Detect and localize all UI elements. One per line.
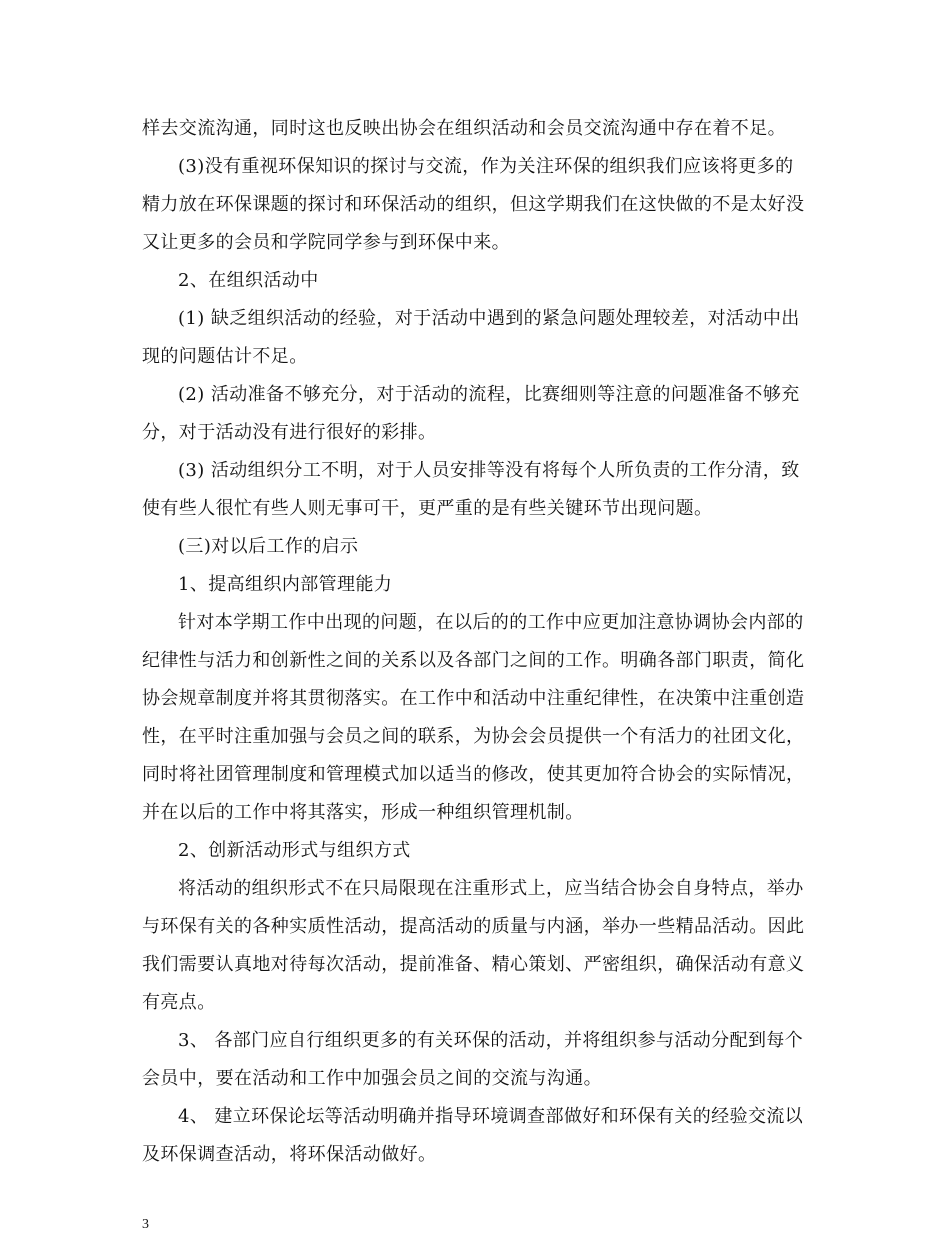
text-line: 我们需要认真地对待每次活动，提前准备、精心策划、严密组织，确保活动有意义 — [142, 954, 805, 975]
text-line: 纪律性与活力和创新性之间的关系以及各部门之间的工作。明确各部门职责，简化 — [142, 650, 805, 671]
text-line: 2、在组织活动中 — [178, 270, 319, 291]
text-line: 1、提高组织内部管理能力 — [178, 574, 393, 595]
text-line: 有亮点。 — [142, 992, 216, 1013]
text-line: 协会规章制度并将其贯彻落实。在工作中和活动中注重纪律性，在决策中注重创造 — [142, 688, 805, 709]
text-line: 与环保有关的各种实质性活动，提高活动的质量与内涵，举办一些精品活动。因此 — [142, 916, 805, 937]
text-line: 并在以后的工作中将其落实，形成一种组织管理机制。 — [142, 802, 584, 823]
text-line: 使有些人很忙有些人则无事可干，更严重的是有些关键环节出现问题。 — [142, 498, 713, 519]
text-line: (1) 缺乏组织活动的经验，对于活动中遇到的紧急问题处理较差，对活动中出 — [178, 308, 800, 329]
text-line: (2) 活动准备不够充分，对于活动的流程，比赛细则等注意的问题准备不够充 — [178, 384, 800, 405]
text-line: (三)对以后工作的启示 — [178, 536, 359, 557]
text-line: 3、 各部门应自行组织更多的有关环保的活动，并将组织参与活动分配到每个 — [178, 1030, 804, 1051]
text-line: 样去交流沟通，同时这也反映出协会在组织活动和会员交流沟通中存在着不足。 — [142, 118, 786, 139]
text-line: 精力放在环保课题的探讨和环保活动的组织，但这学期我们在这快做的不是太好没 — [142, 194, 805, 215]
text-line: 现的问题估计不足。 — [142, 346, 308, 367]
text-line: 性，在平时注重加强与会员之间的联系，为协会会员提供一个有活力的社团文化， — [142, 726, 805, 747]
text-line: 及环保调查活动，将环保活动做好。 — [142, 1144, 437, 1165]
text-line: 针对本学期工作中出现的问题，在以后的的工作中应更加注意协调协会内部的 — [178, 612, 804, 633]
text-line: 2、创新活动形式与组织方式 — [178, 840, 411, 861]
text-line: 会员中，要在活动和工作中加强会员之间的交流与沟通。 — [142, 1068, 602, 1089]
text-line: 将活动的组织形式不在只局限现在注重形式上，应当结合协会自身特点，举办 — [178, 878, 804, 899]
text-line: (3)没有重视环保知识的探讨与交流，作为关注环保的组织我们应该将更多的 — [178, 156, 794, 177]
text-line: (3) 活动组织分工不明，对于人员安排等没有将每个人所负责的工作分清，致 — [178, 460, 800, 481]
text-line: 4、 建立环保论坛等活动明确并指导环境调查部做好和环保有关的经验交流以 — [178, 1106, 804, 1127]
text-line: 又让更多的会员和学院同学参与到环保中来。 — [142, 232, 510, 253]
page-number: 3 — [142, 1217, 149, 1232]
text-line: 同时将社团管理制度和管理模式加以适当的修改，使其更加符合协会的实际情况， — [142, 764, 805, 785]
text-line: 分，对于活动没有进行很好的彩排。 — [142, 422, 437, 443]
